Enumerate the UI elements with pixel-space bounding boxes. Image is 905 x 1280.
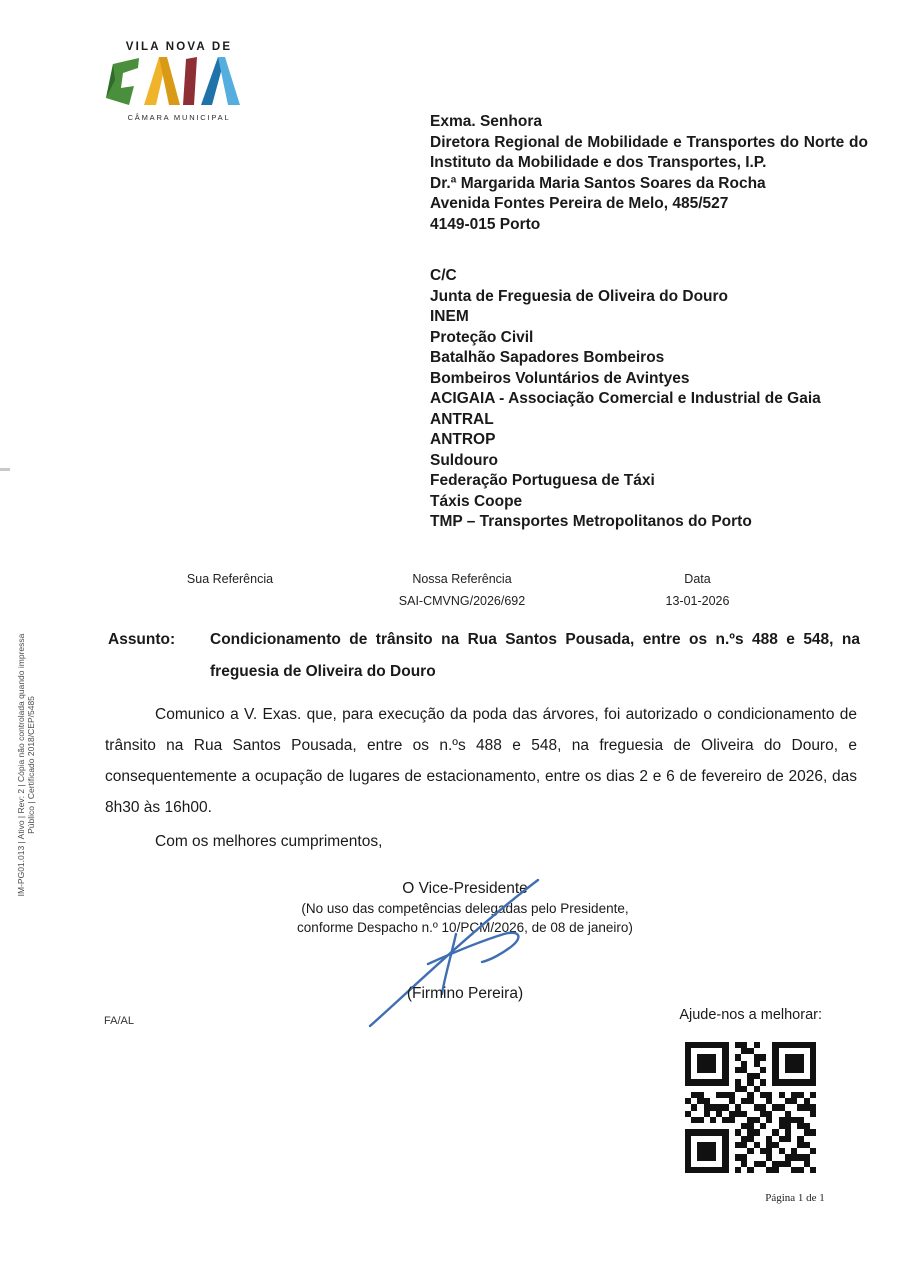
cc-entry: ACIGAIA - Associação Comercial e Industrial de Gaia [430,390,821,407]
date-value: 13-01-2026 [665,594,730,608]
recipient-address-block [430,112,868,235]
cc-entry: Federação Portuguesa de Táxi [430,472,655,489]
logo-bottom-text: CÂMARA MUNICIPAL [127,113,231,122]
recipient-line: Exma. Senhora [430,113,542,130]
feedback-label: Ajude-nos a melhorar: [679,1007,822,1023]
cc-entry: Junta de Freguesia de Oliveira do Douro [430,287,729,305]
our-reference-label: Nossa Referência [412,572,512,586]
signature-block [270,880,660,936]
cc-entry: ANTRAL [430,410,494,428]
recipient-line: 4149-015 Porto [430,215,541,233]
cc-entry: Suldouro [430,451,499,469]
subject-label: Assunto: [108,631,176,648]
cc-entry: TMP – Transportes Metropolitanos do Porto [430,513,752,530]
cc-entry: Táxis Coope [430,492,523,510]
subject-text: Condicionamento de trânsito na Rua Santos Pousada, entre os n.ºs 488 e 548, na freguesia de Oliveira do Douro [210,631,860,680]
signer-title: O Vice-Presidente [402,880,528,897]
cc-entry: Batalhão Sapadores Bombeiros [430,349,665,366]
cc-entry: ANTROP [430,431,496,448]
subject-block [108,624,860,688]
date-label: Data [684,572,711,586]
carbon-copy-block [430,266,868,533]
date-column [625,572,770,608]
gaia-municipality-logo [93,36,265,133]
cc-label: C/C [430,267,457,284]
gaia-logo-icon [93,36,265,128]
body-paragraph: Comunico a V. Exas. que, para execução da poda das árvores, foi autorizado o condicionamento de trânsito na Rua Santos Pousada, entre os n.ºs 488 e 548, na freguesia de Oliveira do Douro, e consequentemente a ocupação de lugares de estacionamento, entre os dias 2 e 6 de fevereiro de 2026, das 8h30 às 16h00. [105,706,857,816]
signer-name: (Firmino Pereira) [406,985,524,1002]
page-number: Página 1 de 1 [765,1192,825,1204]
cc-entry: INEM [430,308,469,325]
recipient-line: Avenida Fontes Pereira de Melo, 485/527 [430,195,729,212]
delegation-note-line2: conforme Despacho n.º 10/PCM/2026, de 08 de janeiro) [297,920,633,935]
delegation-note-line1: (No uso das competências delegadas pelo Presidente, [301,901,629,916]
document-control-sidebar [16,614,36,916]
your-reference-column [140,572,320,594]
your-reference-label: Sua Referência [186,572,274,586]
sidebar-control-line2: Público | Certificado 2018/CEP/5485 [26,696,36,834]
our-reference-value: SAI-CMVNG/2026/692 [398,594,526,608]
clerk-initials: FA/AL [104,1015,134,1027]
our-reference-column [372,572,552,608]
feedback-qr-code [685,1042,816,1173]
recipient-line: Dr.ª Margarida Maria Santos Soares da Rocha [430,174,766,192]
sidebar-control-line1: IM-PG01.013 | Ativo | Rev: 2 | Cópia não controlada quando impressa [16,633,26,897]
margin-tick [0,468,10,471]
logo-top-text: VILA NOVA DE [125,41,233,53]
closing-salutation: Com os melhores cumprimentos, [155,833,383,850]
recipient-line: Diretora Regional de Mobilidade e Transportes do Norte do Instituto da Mobilidade e dos Transportes, I.P. [430,133,868,171]
cc-entry: Proteção Civil [430,328,534,346]
cc-entry: Bombeiros Voluntários de Avintyes [430,369,690,387]
